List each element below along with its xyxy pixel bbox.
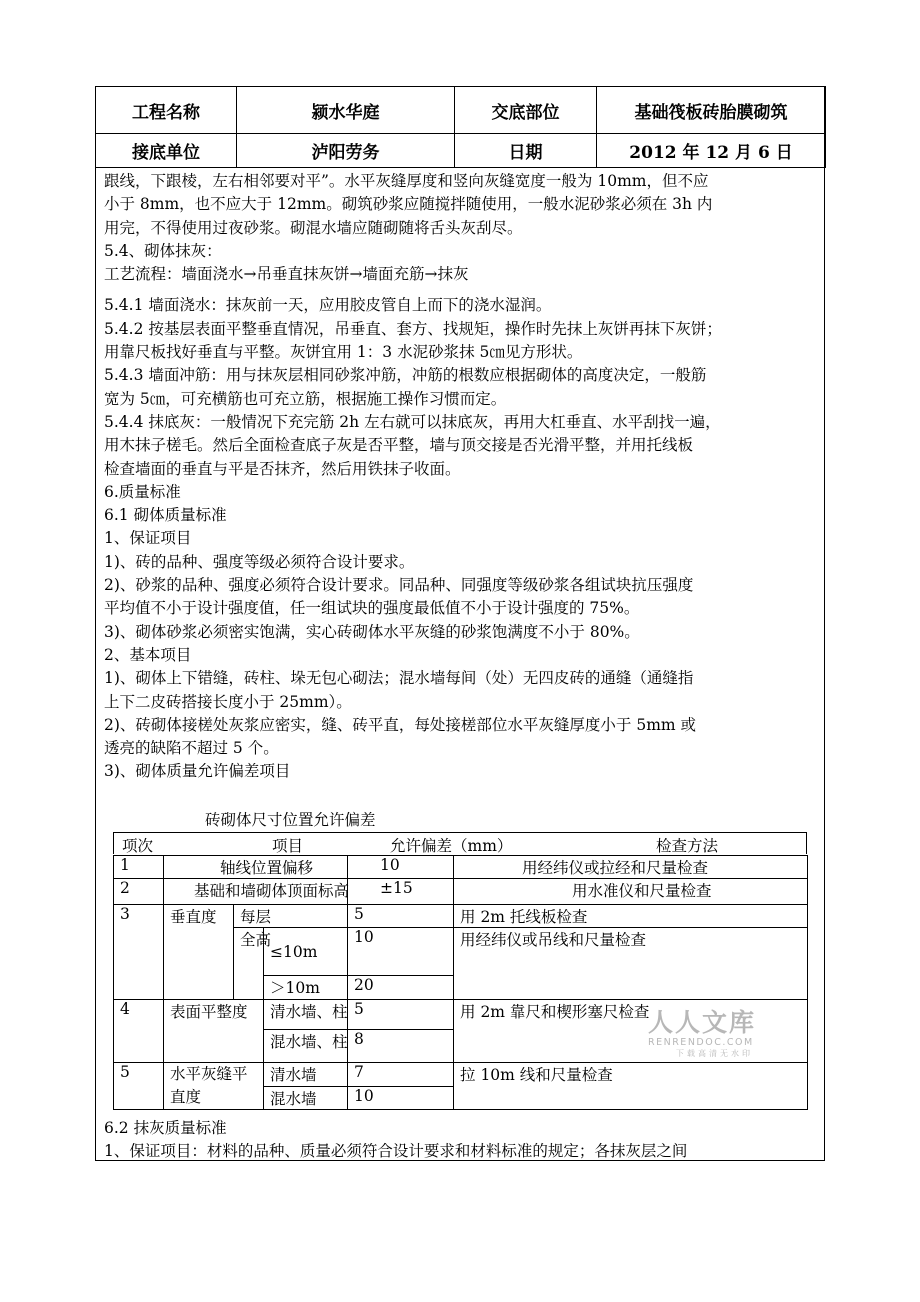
column-header-no: 项次 bbox=[122, 837, 154, 855]
body-line: 1)、砌体上下错缝，砖柱、垛无包心砌法；混水墙每间（处）无四皮砖的通缝（通缝指 bbox=[104, 669, 694, 688]
row-value: 5 bbox=[348, 1000, 454, 1030]
row-sub-range: ≤10m bbox=[264, 928, 348, 976]
receiving-unit-label: 接底单位 bbox=[96, 134, 237, 168]
body-line: 用靠尺板找好垂直与平整。灰饼宜用 1：3 水泥砂浆抹 5㎝见方形状。 bbox=[104, 343, 583, 362]
body-line: 上下二皮砖搭接长度小于 25mm）。 bbox=[104, 692, 352, 711]
row-sub-range: ＞10m bbox=[264, 976, 348, 1000]
row-value: 5 bbox=[348, 905, 454, 928]
body-line: 2、基本项目 bbox=[104, 645, 192, 664]
row-method: 用经纬仪或吊线和尺量检查 bbox=[454, 928, 808, 1000]
row-sub-item: 清水墙、柱 bbox=[264, 1000, 348, 1030]
body-line: 5.4.4 抹底灰：一般情况下充完筋 2h 左右就可以抹底灰，再用大杠垂直、水平刮找一遍， bbox=[104, 412, 721, 431]
body-line: 1)、砖的品种、强度等级必须符合设计要求。 bbox=[104, 552, 415, 571]
row-value: ±15 bbox=[348, 879, 454, 905]
body-line: 用木抹子槎毛。然后全面检查底子灰是否平整，墙与顶交接是否光滑平整，并用托线板 bbox=[104, 436, 694, 455]
row-sub-item: 清水墙 bbox=[264, 1063, 348, 1087]
row-value: 10 bbox=[348, 928, 454, 976]
row-value: 10 bbox=[348, 1087, 454, 1110]
handover-part: 基础筏板砖胎膜砌筑 bbox=[597, 87, 826, 134]
receiving-unit: 泸阳劳务 bbox=[237, 134, 455, 168]
row-method: 用经纬仪或拉经和尺量检查 bbox=[454, 856, 808, 879]
row-no: 4 bbox=[114, 1000, 164, 1063]
column-header-item: 项目 bbox=[272, 837, 304, 855]
body-line: 检查墙面的垂直与平是否抹齐，然后用铁抹子收面。 bbox=[104, 459, 461, 478]
body-line: 2)、砂浆的品种、强度必须符合设计要求。同品种、同强度等级砂浆各组试块抗压强度 bbox=[104, 576, 694, 595]
body-line: 3)、砌体质量允许偏差项目 bbox=[104, 762, 291, 781]
row-sub-item: 混水墙 bbox=[264, 1087, 348, 1110]
row-value: 8 bbox=[348, 1030, 454, 1063]
row-item-line: 直度 bbox=[170, 1088, 202, 1106]
tolerance-table-title: 砖砌体尺寸位置允许偏差 bbox=[205, 811, 376, 829]
column-header-method: 检查方法 bbox=[656, 837, 719, 855]
tolerance-table-header bbox=[113, 832, 807, 854]
watermark-tagline: 下载高清无水印 bbox=[676, 1049, 753, 1058]
table-row bbox=[114, 1063, 808, 1087]
body-line: 透亮的缺陷不超过 5 个。 bbox=[104, 739, 279, 758]
section-heading: 6.2 抹灰质量标准 bbox=[104, 1119, 227, 1137]
body-line: 平均值不小于设计强度值，任一组试块的强度最低值不小于设计强度的 75%。 bbox=[104, 599, 640, 618]
header-table bbox=[95, 86, 826, 168]
handover-part-label: 交底部位 bbox=[455, 87, 597, 134]
body-line: 2)、砖砌体接槎处灰浆应密实，缝、砖平直，每处接槎部位水平灰缝厚度小于 5mm 或 bbox=[104, 715, 697, 734]
tail-text bbox=[104, 1117, 820, 1163]
row-item: 垂直度 bbox=[164, 905, 234, 1000]
table-row bbox=[114, 856, 808, 879]
watermark-domain: RENRENDOC.COM bbox=[648, 1037, 754, 1048]
section-heading: 6.质量标准 bbox=[104, 482, 181, 501]
section-heading: 5.4、砌体抹灰： bbox=[104, 241, 222, 260]
date-label: 日期 bbox=[455, 134, 597, 168]
section-heading: 6.1 砌体质量标准 bbox=[104, 506, 227, 525]
row-value: 10 bbox=[348, 856, 454, 879]
body-line: 1、保证项目 bbox=[104, 529, 192, 548]
row-sub-item: 每层 bbox=[234, 905, 348, 928]
row-value: 7 bbox=[348, 1063, 454, 1087]
row-sub-item: 全高 bbox=[234, 928, 264, 1000]
project-name-label: 工程名称 bbox=[96, 87, 237, 134]
body-line: 用完，不得使用过夜砂浆。砌混水墙应随砌随将舌头灰刮尽。 bbox=[104, 218, 523, 237]
body-line: 宽为 5㎝，可充横筋也可充立筋，根据施工操作习惯而定。 bbox=[104, 389, 507, 408]
table-row bbox=[114, 879, 808, 905]
tolerance-table bbox=[113, 855, 808, 1110]
body-line: 跟线，下跟棱，左右相邻要对平”。水平灰缝厚度和竖向灰缝宽度一般为 10mm，但不应 bbox=[104, 172, 709, 190]
row-no: 1 bbox=[114, 856, 164, 879]
row-item: 轴线位置偏移 bbox=[164, 856, 348, 879]
row-method: 用 2m 托线板检查 bbox=[454, 905, 808, 928]
project-name: 颍水华庭 bbox=[237, 87, 455, 134]
body-line: 小于 8mm，也不应大于 12mm。砌筑砂浆应随搅拌随使用，一般水泥砂浆必须在 3h 内 bbox=[104, 195, 713, 214]
watermark bbox=[648, 1003, 778, 1059]
row-no: 2 bbox=[114, 879, 164, 905]
table-row bbox=[114, 905, 808, 928]
watermark-logo: 人人文库 bbox=[648, 1008, 757, 1037]
body-line: 5.4.1 墙面浇水：抹灰前一天，应用胶皮管自上而下的浇水湿润。 bbox=[104, 296, 552, 315]
column-header-tolerance: 允许偏差（mm） bbox=[390, 837, 513, 855]
body-line: 1、保证项目：材料的品种、质量必须符合设计要求和材料标准的规定；各抹灰层之间 bbox=[104, 1142, 688, 1160]
body-line: 5.4.3 墙面冲筋：用与抹灰层相同砂浆冲筋，冲筋的根数应根据砌体的高度决定，一般筋 bbox=[104, 366, 707, 385]
row-item: 基础和墙砌体顶面标高 bbox=[164, 879, 348, 905]
date: 2012 年 12 月 6 日 bbox=[597, 134, 826, 168]
row-method: 用水准仪和尺量检查 bbox=[454, 879, 808, 905]
body-line: 3)、砌体砂浆必须密实饱满，实心砖砌体水平灰缝的砂浆饱满度不小于 80%。 bbox=[104, 622, 640, 641]
row-sub-item: 混水墙、柱 bbox=[264, 1030, 348, 1063]
body-line: 工艺流程：墙面浇水→吊垂直抹灰饼→墙面充筋→抹灰 bbox=[104, 265, 469, 284]
row-item-line: 水平灰缝平 bbox=[170, 1065, 248, 1083]
row-no: 5 bbox=[114, 1063, 164, 1110]
body-text bbox=[104, 170, 820, 784]
row-no: 3 bbox=[114, 905, 164, 1000]
row-value: 20 bbox=[348, 976, 454, 1000]
row-item bbox=[164, 1063, 264, 1110]
body-line: 5.4.2 按基层表面平整垂直情况，吊垂直、套方、找规矩，操作时先抹上灰饼再抹下灰饼； bbox=[104, 319, 722, 338]
row-method: 拉 10m 线和尺量检查 bbox=[454, 1063, 808, 1110]
row-method: 用 2m 靠尺和楔形塞尺检查 bbox=[454, 1000, 808, 1063]
row-item: 表面平整度 bbox=[164, 1000, 264, 1063]
